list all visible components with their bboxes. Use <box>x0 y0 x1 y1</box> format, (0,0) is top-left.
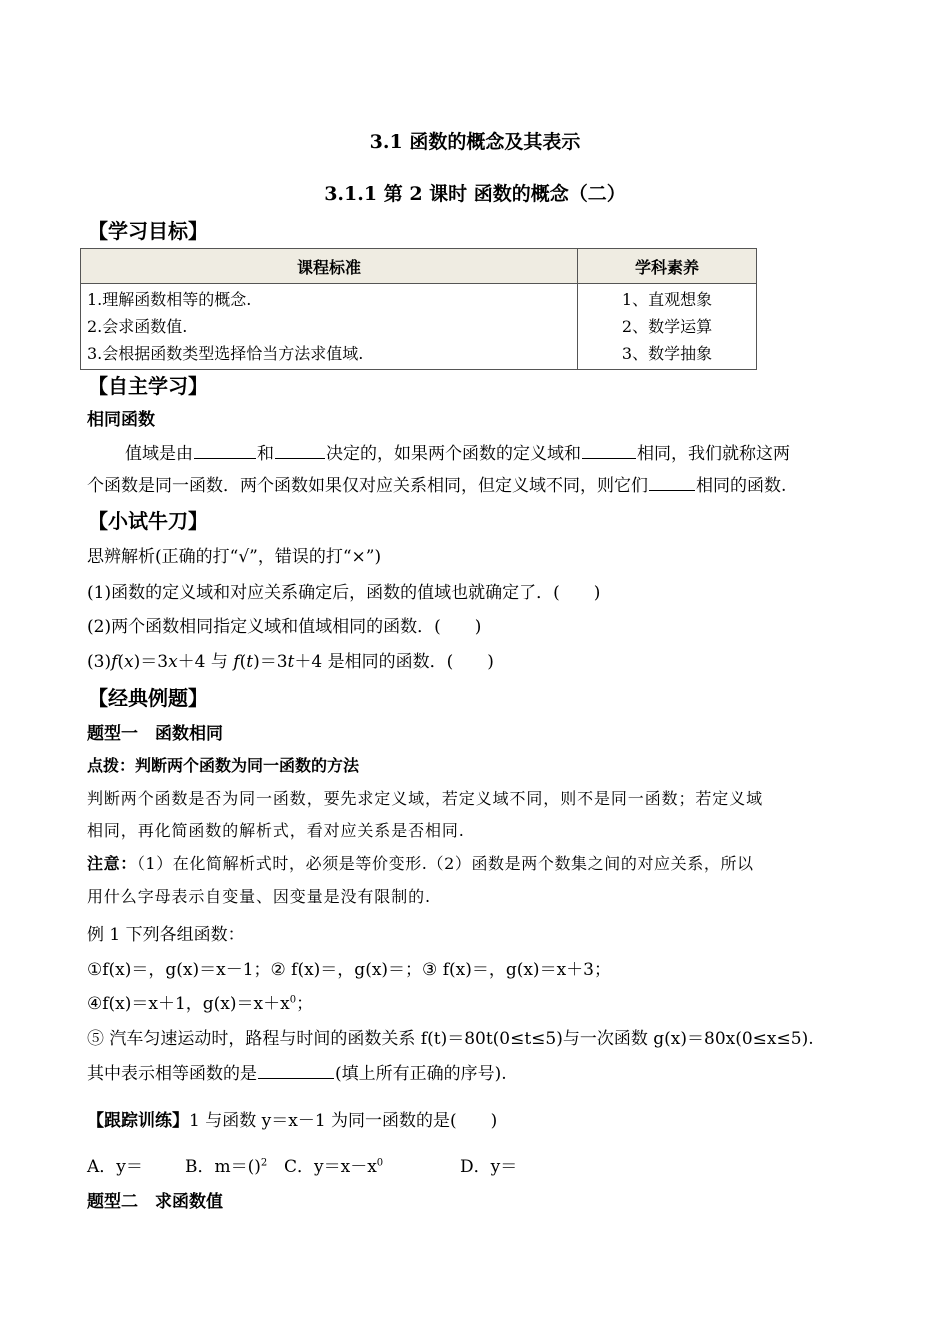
text: ④f(x)＝x＋1，g(x)＝x＋x <box>87 994 290 1014</box>
text: ＋4 与 <box>177 652 234 672</box>
example-1-line: ①f(x)＝，g(x)＝x－1；② f(x)＝，g(x)＝；③ f(x)＝，g(x)＝x＋3； <box>87 960 611 980</box>
tip-line: 判断两个函数是否为同一函数，要先求定义域，若定义域不同，则不是同一函数；若定义域 <box>87 789 764 808</box>
heading-self-study: 【自主学习】 <box>88 374 208 398</box>
heading-trial: 【小试牛刀】 <box>88 509 208 533</box>
follow-up-question <box>87 1106 497 1131</box>
text: ； <box>296 994 314 1014</box>
literacy-item: 3、数学抽象 <box>621 344 713 363</box>
superscript: 0 <box>376 1157 384 1169</box>
paragraph-line <box>125 439 790 464</box>
goals-table <box>80 248 757 370</box>
text: （1）在化简解析式时，必须是等价变形.（2）函数是两个数集之间的对应关系，所以 <box>136 854 754 873</box>
note-line: 用什么字母表示自变量、因变量是没有限制的. <box>87 887 431 906</box>
fill-blank <box>275 440 325 459</box>
example-1-title: 例 1 下列各组函数： <box>87 925 245 945</box>
example-1-line: ⑤ 汽车匀速运动时，路程与时间的函数关系 f(t)＝80t(0≤t≤5)与一次函数 g(x)＝80x(0≤x≤5). <box>87 1029 814 1049</box>
text: 1 与函数 y＝x－1 为同一函数的是( ) <box>189 1111 498 1131</box>
paragraph-line <box>87 471 786 496</box>
text: 决定的，如果两个函数的定义域和 <box>326 444 581 464</box>
text: 相同，我们就称这两 <box>637 444 790 464</box>
trial-intro: 思辨解析(正确的打“√”，错误的打“×”) <box>87 547 382 567</box>
col-standards: 课程标准 <box>81 249 578 284</box>
text: f <box>111 652 118 672</box>
text: t <box>287 652 295 672</box>
standard-item: 2.会求函数值. <box>87 317 188 336</box>
heading-examples: 【经典例题】 <box>88 686 208 710</box>
type-2-heading: 题型二 求函数值 <box>87 1192 223 1212</box>
text: 相同的函数. <box>696 476 787 496</box>
example-1-line <box>87 989 313 1014</box>
standard-item: 1.理解函数相等的概念. <box>87 290 252 309</box>
standards-cell <box>81 284 578 370</box>
fill-blank <box>582 440 636 459</box>
subheading-same-function: 相同函数 <box>87 410 155 430</box>
trial-question-1: (1)函数的定义域和对应关系确定后，函数的值域也就确定了．( ) <box>87 583 601 603</box>
example-1-line <box>87 1059 507 1084</box>
standard-item: 3.会根据函数类型选择恰当方法求值域. <box>87 344 364 363</box>
text: 其中表示相等函数的是 <box>87 1064 257 1084</box>
text: (填上所有正确的序号). <box>335 1064 507 1084</box>
fill-blank <box>194 440 256 459</box>
option-a: A．y＝ <box>87 1157 143 1177</box>
tip-line: 相同，再化简函数的解析式，看对应关系是否相同. <box>87 821 465 840</box>
text: )＝3 <box>133 652 169 672</box>
superscript: 0 <box>289 994 297 1006</box>
text: x <box>124 652 134 672</box>
trial-question-3 <box>87 647 494 672</box>
fill-blank <box>649 472 695 491</box>
goals-table-row <box>81 284 757 370</box>
text: 值域是由 <box>125 444 193 464</box>
text: )＝3 <box>253 652 288 672</box>
follow-up-label: 【跟踪训练】 <box>87 1111 189 1131</box>
text: f <box>233 652 240 672</box>
literacy-item: 1、直观想象 <box>621 290 713 309</box>
option-c <box>284 1152 383 1177</box>
trial-question-2: (2)两个函数相同指定义域和值域相同的函数．( ) <box>87 617 482 637</box>
text: ( <box>117 652 125 672</box>
text: t <box>246 652 254 672</box>
text: x <box>168 652 178 672</box>
text: ＋4 是相同的函数．( ) <box>294 652 494 672</box>
text: C．y＝x－x <box>284 1157 377 1177</box>
literacy-cell <box>578 284 757 370</box>
tip-title: 点拨：判断两个函数为同一函数的方法 <box>87 756 360 775</box>
text: ( <box>239 652 247 672</box>
text: 和 <box>257 444 274 464</box>
goals-table-header <box>81 249 757 284</box>
text: 个函数是同一函数．两个函数如果仅对应关系相同，但定义域不同，则它们 <box>87 476 648 496</box>
option-b <box>185 1152 267 1177</box>
superscript: 2 <box>260 1157 268 1169</box>
text: B．m＝() <box>185 1157 261 1177</box>
col-literacy: 学科素养 <box>578 249 757 284</box>
literacy-item: 2、数学运算 <box>621 317 713 336</box>
text: (3) <box>87 652 112 672</box>
type-1-heading: 题型一 函数相同 <box>87 724 223 744</box>
note-line <box>87 851 754 874</box>
option-d: D．y＝ <box>460 1157 518 1177</box>
fill-blank <box>258 1060 334 1079</box>
page-title: 3.1 函数的概念及其表示 <box>369 131 581 153</box>
page-subtitle: 3.1.1 第 2 课时 函数的概念（二） <box>324 183 626 205</box>
note-label: 注意： <box>87 854 137 873</box>
heading-goals: 【学习目标】 <box>88 219 208 243</box>
